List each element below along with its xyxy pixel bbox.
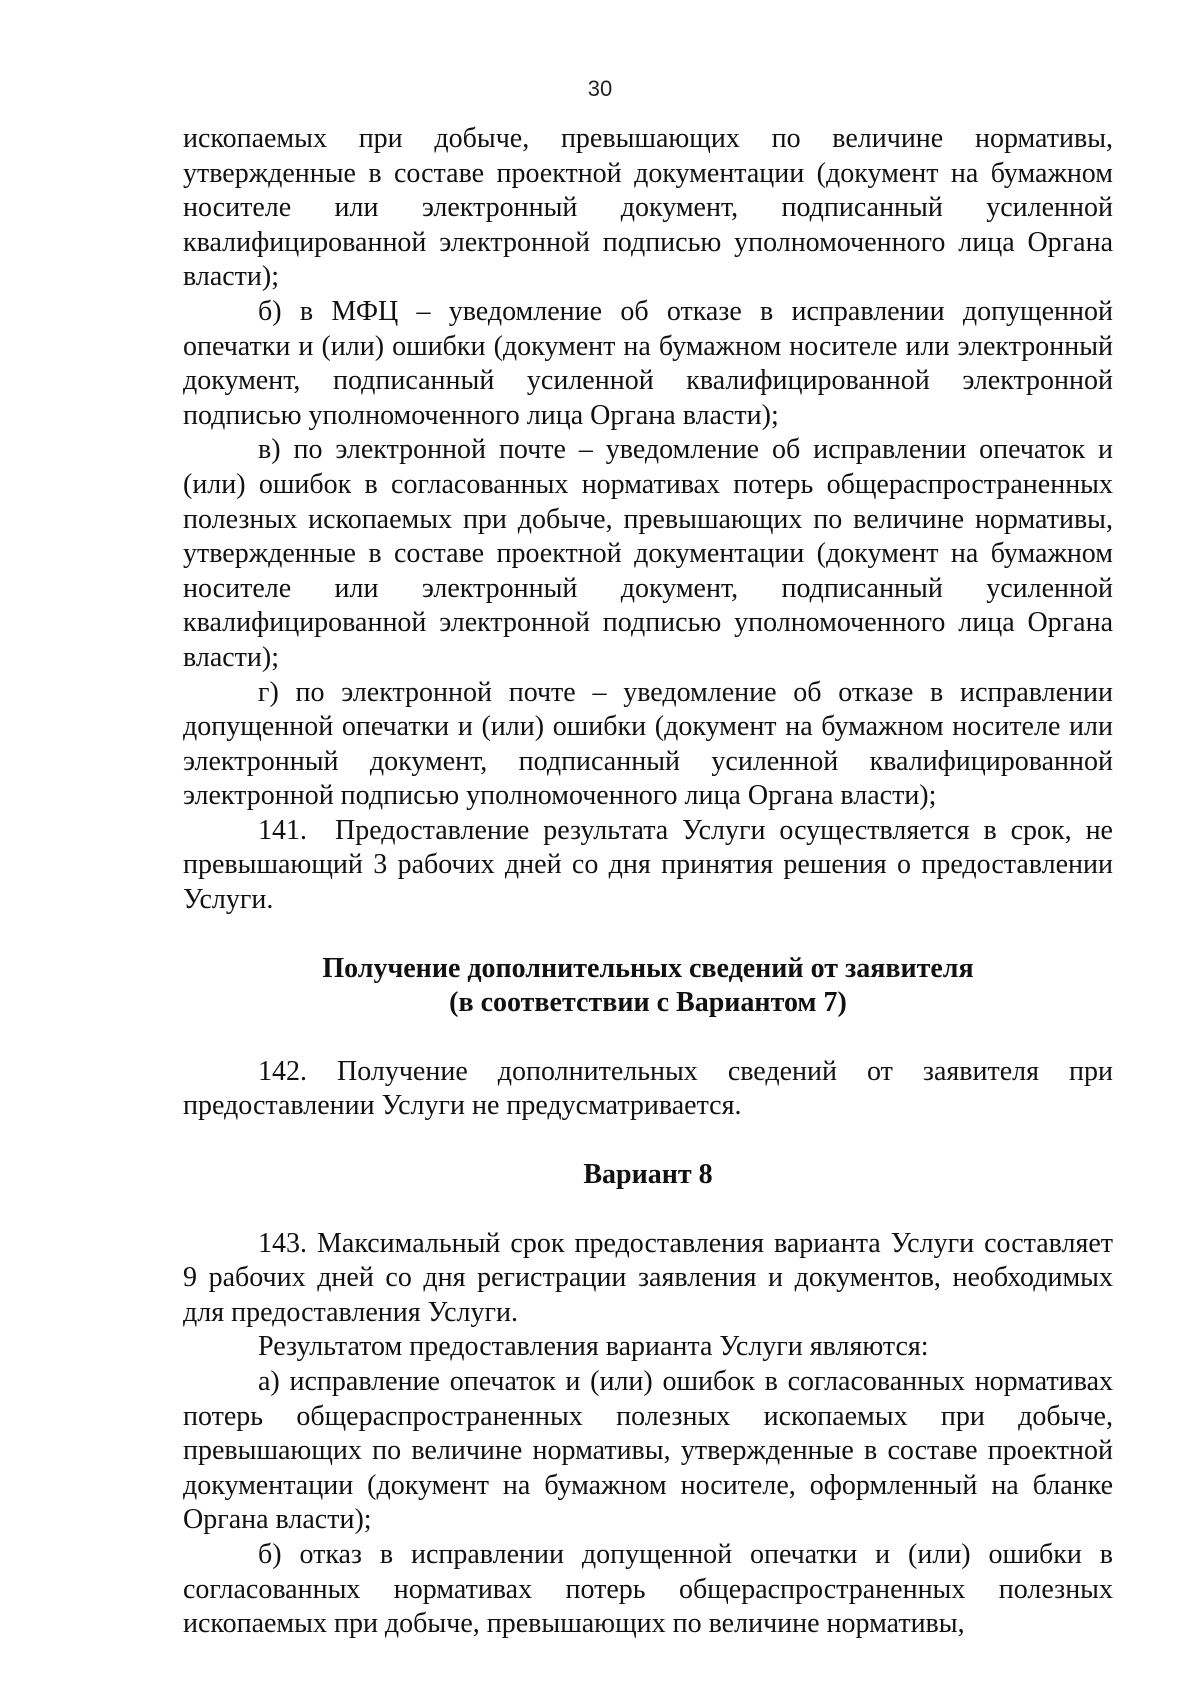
item-141-number: 141. — [258, 814, 307, 846]
paragraph-result-b: б) отказ в исправлении допущенной опечатки и (или) ошибки в согласованных нормативах потерь общераспространенных полезных ископаемых при добыче, превышающих по величине нормативы, — [183, 1538, 1113, 1640]
section-heading-line1: Получение дополнительных сведений от заявителя — [322, 952, 974, 984]
paragraph-item-141 — [183, 814, 1113, 918]
paragraph-item-143: 143. Максимальный срок предоставления варианта Услуги составляет 9 рабочих дней со дня регистрации заявления и документов, необходимых для предоставления Услуги. — [183, 1227, 1113, 1328]
paragraph-item-v-email: в) по электронной почте – уведомление об исправлении опечаток и (или) ошибок в согласованных нормативах потерь общераспространенных полезных ископаемых при добыче, превышающих по величине нормативы, утвержденные в составе проектной документации (документ на бумажном носителе или электронный документ, подписанный усиленной квалифицированной электронной подписью уполномоченного лица Органа власти); — [183, 434, 1113, 673]
paragraph-item-g-email: г) по электронной почте – уведомление об отказе в исправлении допущенной опечатки и (или) ошибки (документ на бумажном носителе или электронный документ, подписанный усиленной квалифицированной электронной подписью уполномоченного лица Органа власти); — [183, 676, 1113, 812]
paragraph-result-a: а) исправление опечаток и (или) ошибок в согласованных нормативах потерь общераспространенных полезных ископаемых при добыче, превышающих по величине нормативы, утвержденные в составе проектной документации (документ на бумажном носителе, оформленный на бланке Органа власти); — [183, 1366, 1113, 1536]
section-heading-variant-8: Вариант 8 — [583, 1159, 713, 1191]
paragraph-results-intro: Результатом предоставления варианта Услуги являются: — [258, 1331, 929, 1363]
paragraph-continuation: ископаемых при добыче, превышающих по величине нормативы, утвержденные в составе проектной документации (документ на бумажном носителе или электронный документ, подписанный усиленной квалифицированной электронной подписью уполномоченного лица Органа власти); — [183, 123, 1113, 293]
item-141-text: Предоставление результата Услуги осуществляется в срок, не превышающий 3 рабочих дней со дня принятия решения о предоставлении Услуги. — [183, 814, 1113, 916]
paragraph-item-b-mfc: б) в МФЦ – уведомление об отказе в исправлении допущенной опечатки и (или) ошибки (документ на бумажном носителе или электронный документ, подписанный усиленной квалифицированной электронной подписью уполномоченного лица Органа власти); — [183, 295, 1113, 431]
paragraph-item-142: 142. Получение дополнительных сведений от заявителя при предоставлении Услуги не предусматривается. — [183, 1055, 1113, 1122]
document-body — [183, 122, 1113, 1642]
page-number: 30 — [587, 76, 613, 101]
section-heading-line2: (в соответствии с Вариантом 7) — [449, 987, 847, 1019]
